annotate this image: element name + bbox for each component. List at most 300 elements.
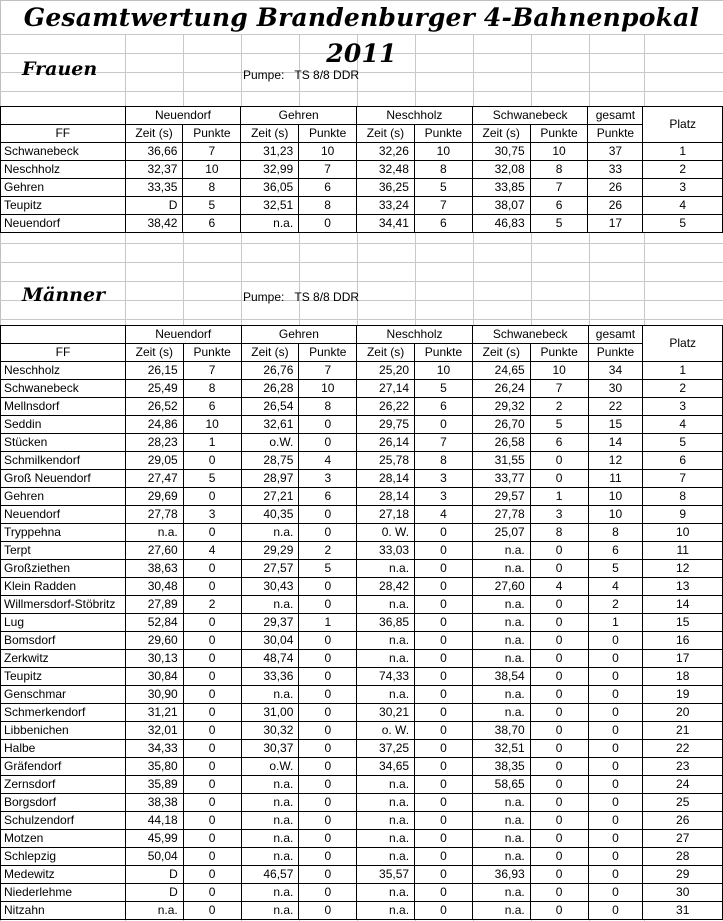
zeit-cell: 38,07 [472,197,530,215]
platz-cell: 21 [643,722,723,740]
grid-row-line [0,34,723,35]
platz-cell: 20 [643,704,723,722]
table-row [1,560,723,578]
punkte-cell: 0 [415,704,473,722]
zeit-cell: 30,75 [472,143,530,161]
grid-row-line [0,262,723,263]
team-name: Klein Radden [1,578,126,596]
team-name: Terpt [1,542,126,560]
zeit-cell: 35,57 [357,866,415,884]
punkte-cell: 8 [183,380,241,398]
punkte-cell: 0 [530,740,588,758]
punkte-cell: 3 [415,470,473,488]
punkte-cell: 1 [530,488,588,506]
punkte-cell: 0 [183,488,241,506]
zeit-cell: 33,35 [125,179,183,197]
venue-header: Schwanebeck [472,107,588,125]
zeit-cell: n.a. [357,848,415,866]
zeit-cell: n.a. [472,650,530,668]
zeit-header: Zeit (s) [241,344,299,362]
zeit-cell: 50,04 [125,848,183,866]
table-row [1,740,723,758]
platz-cell: 1 [643,362,723,380]
gesamt-cell: 0 [588,740,643,758]
punkte-cell: 0 [183,632,241,650]
team-name: Gräfendorf [1,758,126,776]
zeit-cell: n.a. [472,704,530,722]
gesamt-cell: 0 [588,884,643,902]
zeit-cell: n.a. [472,830,530,848]
zeit-cell: 29,69 [125,488,183,506]
punkte-cell: 0 [530,902,588,920]
frauen-pumpe [243,68,359,82]
team-name: Neuendorf [1,506,126,524]
punkte-cell: 0 [415,632,473,650]
zeit-cell: n.a. [357,794,415,812]
platz-cell: 5 [643,434,723,452]
zeit-cell: 40,35 [241,506,299,524]
punkte-cell: 3 [183,506,241,524]
punkte-cell: 0 [530,758,588,776]
zeit-cell: 27,47 [125,470,183,488]
platz-cell: 14 [643,596,723,614]
zeit-cell: 48,74 [241,650,299,668]
punkte-cell: 0 [299,902,357,920]
venue-header: Neuendorf [125,107,241,125]
zeit-cell: 27,18 [357,506,415,524]
punkte-cell: 0 [530,596,588,614]
platz-cell: 5 [643,215,723,233]
punkte-cell: 0 [415,794,473,812]
zeit-cell: n.a. [241,596,299,614]
platz-cell: 2 [643,161,723,179]
zeit-cell: 36,93 [472,866,530,884]
zeit-cell: n.a. [472,560,530,578]
punkte-cell: 0 [183,686,241,704]
punkte-cell: 0 [415,668,473,686]
platz-cell: 12 [643,560,723,578]
team-name: Medewitz [1,866,126,884]
header-blank [1,107,126,125]
zeit-cell: 36,05 [241,179,299,197]
zeit-cell: 26,76 [241,362,299,380]
punkte-cell: 7 [299,362,357,380]
zeit-cell: 34,33 [125,740,183,758]
gesamt-cell: 8 [588,524,643,542]
zeit-cell: 27,14 [357,380,415,398]
zeit-cell: 25,07 [472,524,530,542]
punkte-cell: 0 [415,578,473,596]
punkte-cell: 0 [530,704,588,722]
zeit-cell: 38,35 [472,758,530,776]
punkte-cell: 0 [183,650,241,668]
zeit-cell: 30,90 [125,686,183,704]
table-row [1,197,723,215]
zeit-cell: 32,26 [357,143,415,161]
zeit-cell: D [125,884,183,902]
zeit-cell: 30,37 [241,740,299,758]
zeit-cell: 28,97 [241,470,299,488]
punkte-cell: 3 [415,488,473,506]
table-row [1,470,723,488]
punkte-cell: 4 [299,452,357,470]
zeit-header: Zeit (s) [241,125,299,143]
platz-cell: 8 [643,488,723,506]
punkte-cell: 5 [414,179,472,197]
punkte-cell: 0 [299,866,357,884]
punkte-cell: 8 [414,161,472,179]
table-row [1,596,723,614]
header-row-venues [1,326,723,344]
zeit-cell: 36,66 [125,143,183,161]
gesamt-cell: 0 [588,902,643,920]
table-row [1,794,723,812]
zeit-cell: 29,29 [241,542,299,560]
punkte-cell: 0 [299,758,357,776]
gesamt-cell: 0 [588,722,643,740]
punkte-cell: 0 [530,848,588,866]
gesamt-cell: 4 [588,578,643,596]
table-row [1,830,723,848]
zeit-cell: n.a. [357,596,415,614]
punkte-cell: 0 [183,884,241,902]
zeit-header: Zeit (s) [472,125,530,143]
punkte-cell: 0 [530,830,588,848]
zeit-cell: n.a. [241,812,299,830]
platz-cell: 11 [643,542,723,560]
zeit-cell: 35,80 [125,758,183,776]
punkte-cell: 2 [183,596,241,614]
punkte-cell: 0 [183,704,241,722]
zeit-cell: n.a. [472,884,530,902]
table-row [1,848,723,866]
platz-cell: 23 [643,758,723,776]
platz-cell: 6 [643,452,723,470]
zeit-cell: n.a. [241,884,299,902]
punkte-cell: 0 [299,686,357,704]
table-row [1,884,723,902]
zeit-header: Zeit (s) [357,125,415,143]
punkte-cell: 6 [183,215,241,233]
zeit-cell: 27,60 [125,542,183,560]
punkte-cell: 0 [183,722,241,740]
platz-cell: 9 [643,506,723,524]
table-row [1,380,723,398]
punkte-header: Punkte [530,125,588,143]
zeit-cell: 26,52 [125,398,183,416]
zeit-cell: 32,01 [125,722,183,740]
zeit-cell: 38,38 [125,794,183,812]
zeit-cell: 28,14 [357,470,415,488]
zeit-cell: n.a. [241,902,299,920]
zeit-cell: 25,78 [357,452,415,470]
zeit-cell: 45,99 [125,830,183,848]
zeit-cell: n.a. [357,812,415,830]
punkte-cell: 10 [183,416,241,434]
gesamt-cell: 10 [588,488,643,506]
zeit-cell: 27,60 [472,578,530,596]
header-row-metrics [1,344,723,362]
punkte-cell: 0 [415,812,473,830]
gesamt-cell: 37 [588,143,643,161]
zeit-cell: n.a. [472,596,530,614]
team-name: Bomsdorf [1,632,126,650]
zeit-cell: 36,85 [357,614,415,632]
platz-cell: 27 [643,830,723,848]
team-name: Teupitz [1,668,126,686]
punkte-cell: 6 [299,179,357,197]
maenner-results-table [0,325,723,920]
platz-cell: 31 [643,902,723,920]
punkte-cell: 0 [415,614,473,632]
zeit-header: Zeit (s) [125,125,183,143]
punkte-cell: 6 [530,197,588,215]
platz-cell: 10 [643,524,723,542]
zeit-cell: 28,42 [357,578,415,596]
platz-cell: 25 [643,794,723,812]
gesamt-cell: 0 [588,632,643,650]
zeit-cell: 33,36 [241,668,299,686]
venue-header: Neuendorf [125,326,241,344]
gesamt-cell: 0 [588,866,643,884]
venue-header: Neschholz [357,326,473,344]
table-row [1,704,723,722]
punkte-cell: 8 [183,179,241,197]
zeit-cell: 33,03 [357,542,415,560]
table-row [1,686,723,704]
gesamt-cell: 0 [588,668,643,686]
punkte-cell: 0 [415,686,473,704]
punkte-cell: 10 [415,362,473,380]
zeit-cell: 27,78 [472,506,530,524]
punkte-cell: 0 [415,650,473,668]
zeit-cell: 46,57 [241,866,299,884]
team-name: Gehren [1,488,126,506]
punkte-cell: 0 [183,452,241,470]
punkte-header: Punkte [588,125,643,143]
pumpe-value: TS 8/8 DDR [294,68,360,82]
zeit-cell: 28,75 [241,452,299,470]
zeit-cell: 35,89 [125,776,183,794]
punkte-cell: 7 [183,143,241,161]
zeit-cell: 30,21 [357,704,415,722]
platz-cell: 16 [643,632,723,650]
zeit-cell: 29,32 [472,398,530,416]
table-row [1,161,723,179]
punkte-cell: 10 [530,143,588,161]
punkte-cell: 0 [415,884,473,902]
team-name: Lug [1,614,126,632]
zeit-cell: 30,84 [125,668,183,686]
punkte-header: Punkte [414,125,472,143]
zeit-cell: n.a. [357,686,415,704]
punkte-cell: 0 [183,794,241,812]
punkte-cell: 0 [183,560,241,578]
zeit-cell: 38,42 [125,215,183,233]
team-name: Schmilkendorf [1,452,126,470]
team-name: Teupitz [1,197,126,215]
zeit-cell: n.a. [472,614,530,632]
team-name: Zernsdorf [1,776,126,794]
punkte-cell: 0 [415,560,473,578]
table-row [1,362,723,380]
zeit-cell: n.a. [241,776,299,794]
table-row [1,416,723,434]
punkte-cell: 0 [299,632,357,650]
zeit-cell: 52,84 [125,614,183,632]
punkte-cell: 6 [183,398,241,416]
punkte-cell: 0 [415,758,473,776]
table-row [1,650,723,668]
platz-cell: 30 [643,884,723,902]
grid-row-line [0,243,723,244]
grid-row-line [0,319,723,320]
punkte-cell: 2 [530,398,588,416]
zeit-cell: 26,28 [241,380,299,398]
punkte-cell: 0 [183,668,241,686]
zeit-cell: 30,48 [125,578,183,596]
punkte-cell: 0 [415,902,473,920]
zeit-cell: 34,41 [357,215,415,233]
zeit-cell: n.a. [125,902,183,920]
team-name: Niederlehme [1,884,126,902]
platz-cell: 13 [643,578,723,596]
punkte-cell: 0 [183,776,241,794]
punkte-cell: 0 [299,596,357,614]
gesamt-cell: 30 [588,380,643,398]
punkte-cell: 0 [183,578,241,596]
punkte-cell: 0 [299,704,357,722]
table-row [1,758,723,776]
team-name: Schmerkendorf [1,704,126,722]
pumpe-label: Pumpe: [243,68,285,82]
zeit-cell: 28,14 [357,488,415,506]
zeit-cell: 32,51 [241,197,299,215]
gesamt-cell: 15 [588,416,643,434]
platz-cell: 7 [643,470,723,488]
punkte-cell: 7 [415,434,473,452]
punkte-cell: 0 [183,614,241,632]
punkte-cell: 0 [415,416,473,434]
zeit-cell: n.a. [241,848,299,866]
gesamt-cell: 0 [588,686,643,704]
grid-row-line [0,281,723,282]
pumpe-label: Pumpe: [243,290,285,304]
ff-header: FF [1,125,126,143]
zeit-cell: 37,25 [357,740,415,758]
punkte-cell: 1 [299,614,357,632]
zeit-cell: o.W. [241,434,299,452]
zeit-cell: n.a. [357,650,415,668]
zeit-cell: 26,15 [125,362,183,380]
punkte-cell: 0 [299,722,357,740]
zeit-cell: 24,86 [125,416,183,434]
zeit-cell: D [125,197,183,215]
punkte-cell: 4 [530,578,588,596]
punkte-cell: 6 [530,434,588,452]
zeit-header: Zeit (s) [472,344,530,362]
venue-header: Gehren [241,326,357,344]
grid-row-line [0,91,723,92]
table-row [1,215,723,233]
zeit-cell: n.a. [241,794,299,812]
zeit-cell: o. W. [357,722,415,740]
team-name: Neuendorf [1,215,126,233]
punkte-cell: 0 [415,848,473,866]
team-name: Groß Neuendorf [1,470,126,488]
team-name: Nitzahn [1,902,126,920]
zeit-cell: 26,14 [357,434,415,452]
punkte-cell: 0 [299,215,357,233]
zeit-cell: 26,58 [472,434,530,452]
venue-header: Gehren [241,107,357,125]
punkte-cell: 10 [183,161,241,179]
punkte-cell: 1 [183,434,241,452]
punkte-cell: 0 [183,902,241,920]
gesamt-cell: 5 [588,560,643,578]
punkte-cell: 0 [530,668,588,686]
punkte-cell: 0 [299,524,357,542]
table-row [1,143,723,161]
zeit-cell: n.a. [472,632,530,650]
zeit-cell: 30,43 [241,578,299,596]
platz-cell: 4 [643,197,723,215]
table-row [1,866,723,884]
platz-cell: 3 [643,398,723,416]
zeit-cell: 33,85 [472,179,530,197]
gesamt-cell: 11 [588,470,643,488]
punkte-cell: 8 [530,161,588,179]
punkte-cell: 0 [530,884,588,902]
zeit-cell: 32,61 [241,416,299,434]
punkte-cell: 0 [299,794,357,812]
punkte-cell: 0 [415,524,473,542]
gesamt-cell: 26 [588,197,643,215]
punkte-cell: 0 [415,722,473,740]
punkte-cell: 0 [530,632,588,650]
zeit-cell: 58,65 [472,776,530,794]
zeit-cell: 32,48 [357,161,415,179]
team-name: Borgsdorf [1,794,126,812]
punkte-cell: 0 [299,578,357,596]
table-row [1,506,723,524]
gesamt-cell: 33 [588,161,643,179]
zeit-header: Zeit (s) [125,344,183,362]
punkte-cell: 3 [299,470,357,488]
punkte-cell: 2 [299,542,357,560]
zeit-cell: 31,23 [241,143,299,161]
platz-cell: 15 [643,614,723,632]
table-row [1,542,723,560]
gesamt-cell: 22 [588,398,643,416]
punkte-cell: 7 [414,197,472,215]
zeit-cell: 30,13 [125,650,183,668]
zeit-cell: n.a. [357,632,415,650]
platz-cell: 29 [643,866,723,884]
zeit-cell: 32,51 [472,740,530,758]
punkte-cell: 5 [183,197,241,215]
punkte-cell: 0 [183,866,241,884]
team-name: Schwanebeck [1,380,126,398]
punkte-cell: 0 [299,740,357,758]
platz-cell: 19 [643,686,723,704]
zeit-cell: n.a. [472,902,530,920]
punkte-cell: 10 [530,362,588,380]
platz-cell: 3 [643,179,723,197]
punkte-cell: 8 [299,197,357,215]
zeit-cell: n.a. [472,812,530,830]
punkte-cell: 10 [414,143,472,161]
